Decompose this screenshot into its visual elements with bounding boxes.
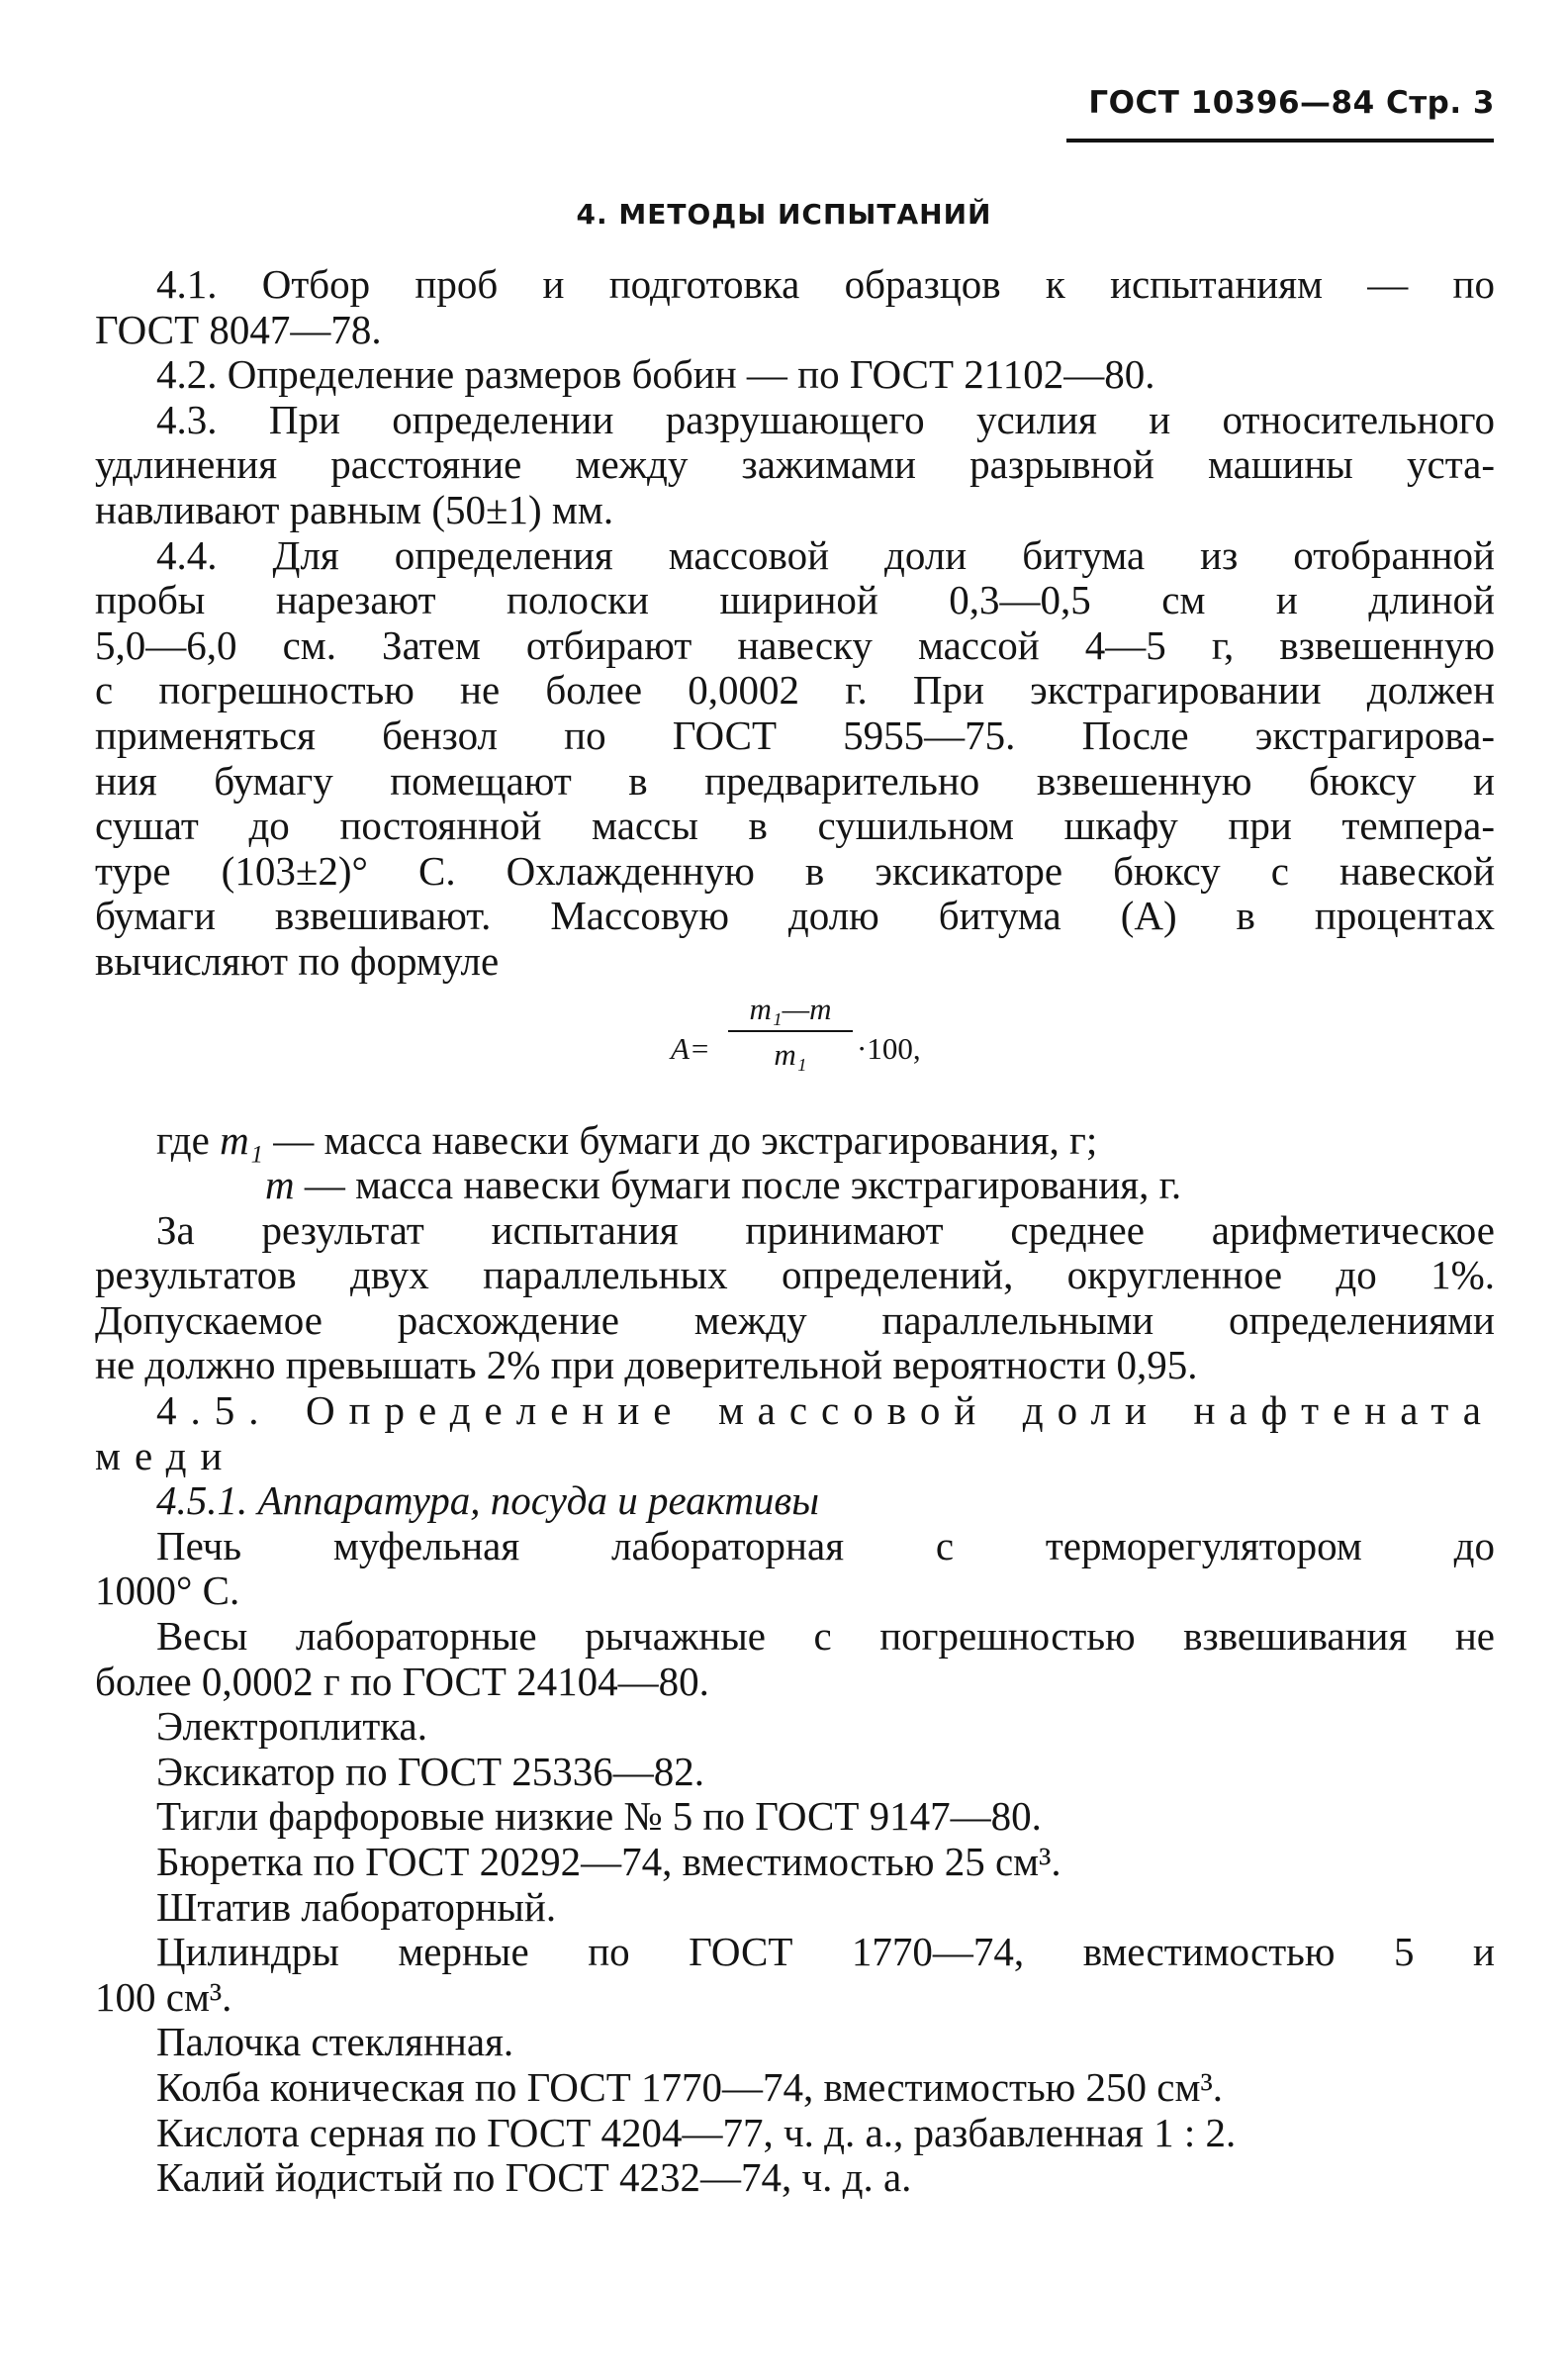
formula-fraction <box>728 993 853 1072</box>
equipment-line: Эксикатор по ГОСТ 25336—82. <box>156 1748 705 1794</box>
equipment-line: Кислота серная по ГОСТ 4204—77, ч. д. а., разбавленная 1 : 2. <box>156 2109 1237 2155</box>
clause-4-4-line: 4.4. Для определения массовой доли битума из отобранной <box>156 531 1495 578</box>
results-line: Допускаемое расхождение между параллельными определениями <box>95 1296 1495 1343</box>
formula-lhs: A= <box>671 1030 710 1066</box>
formula <box>95 985 1495 1118</box>
body-text <box>95 262 1495 2201</box>
clause-4-5-1-title: 4.5.1. Аппаратура, посуда и реактивы <box>156 1477 819 1524</box>
clause-4-4-line: применяться бензол по ГОСТ 5955—75. После экстрагирова- <box>95 712 1495 758</box>
equipment-line: Цилиндры мерные по ГОСТ 1770—74, вместимостью 5 и <box>156 1929 1495 1975</box>
clause-4-4-line: сушат до постоянной массы в сушильном шкафу при темпера- <box>95 803 1495 849</box>
equipment-line: Колба коническая по ГОСТ 1770—74, вместимостью 250 см³. <box>156 2063 1223 2110</box>
clause-4-5-line: 4.5. Определение массовой доли нафтената <box>156 1387 1495 1434</box>
clause-4-1-line: 4.1. Отбор проб и подготовка образцов к испытаниям — по <box>156 261 1495 307</box>
clause-4-4-line: с погрешностью не более 0,0002 г. При экстрагировании должен <box>95 667 1495 713</box>
equipment-line: Бюретка по ГОСТ 20292—74, вместимостью 25 см³. <box>156 1839 1061 1884</box>
equipment-line: Печь муфельная лабораторная с терморегулятором до <box>156 1522 1495 1568</box>
clause-4-4-line: 5,0—6,0 см. Затем отбирают навеску массой 4—5 г, взвешенную <box>95 621 1495 668</box>
where-prefix: где <box>156 1116 210 1163</box>
equipment-line: Калий йодистый по ГОСТ 4232—74, ч. д. а. <box>156 2154 912 2201</box>
where-text: — масса навески бумаги до экстрагирования, г; <box>273 1116 1098 1163</box>
results-line: не должно превышать 2% при доверительной вероятности 0,95. <box>95 1342 1198 1388</box>
equipment-line: Тигли фарфоровые низкие № 5 по ГОСТ 9147—80. <box>156 1793 1042 1840</box>
formula-numerator: m₁—m <box>749 991 832 1026</box>
clause-4-3-line: навливают равным (50±1) мм. <box>95 486 614 532</box>
where-symbol: m₁ <box>220 1116 263 1163</box>
clause-4-2: 4.2. Определение размеров бобин — по ГОСТ 21102—80. <box>156 351 1155 398</box>
header-rule <box>1066 139 1494 142</box>
section-heading: 4. МЕТОДЫ ИСПЫТАНИЙ <box>576 198 992 231</box>
equipment-line: Штатив лабораторный. <box>156 1883 557 1930</box>
equipment-line: более 0,0002 г по ГОСТ 24104—80. <box>95 1658 709 1704</box>
where-line <box>95 1118 1495 1164</box>
formula-rhs: ·100, <box>857 1030 921 1066</box>
clause-4-4-line: туре (103±2)° С. Охлажденную в эксикаторе бюксу с навеской <box>95 847 1495 894</box>
equipment-line: Электроплитка. <box>156 1703 427 1750</box>
clause-4-4-line: ния бумагу помещают в предварительно взвешенную бюксу и <box>95 757 1495 804</box>
where-text: — масса навески бумаги после экстрагирования, г. <box>304 1162 1182 1208</box>
clause-4-4-line: пробы нарезают полоски шириной 0,3—0,5 см и длиной <box>95 577 1495 623</box>
equipment-line: 100 см³. <box>95 1973 232 2020</box>
running-header: ГОСТ 10396—84 Стр. 3 <box>1088 85 1495 121</box>
equipment-line: Палочка стеклянная. <box>156 2019 514 2065</box>
results-line: результатов двух параллельных определений, округленное до 1%. <box>95 1252 1495 1298</box>
results-line: За результат испытания принимают среднее арифметическое <box>156 1206 1495 1253</box>
clause-4-4-line: бумаги взвешивают. Массовую долю битума (A) в процентах <box>95 893 1495 939</box>
fraction-bar <box>728 1030 853 1032</box>
where-line <box>95 1163 1495 1208</box>
formula-denominator: m₁ <box>774 1036 807 1072</box>
clause-4-4-line: вычисляют по формуле <box>95 937 500 984</box>
clause-4-1-line: ГОСТ 8047—78. <box>95 306 382 352</box>
equipment-line: Весы лабораторные рычажные с погрешностью взвешивания не <box>156 1613 1495 1660</box>
clause-4-3-line: 4.3. При определении разрушающего усилия и относительного <box>156 396 1495 442</box>
equipment-line: 1000° С. <box>95 1567 240 1614</box>
clause-4-5-line: меди <box>95 1432 236 1478</box>
where-symbol: m <box>265 1162 295 1208</box>
clause-4-3-line: удлинения расстояние между зажимами разрывной машины уста- <box>95 441 1495 488</box>
